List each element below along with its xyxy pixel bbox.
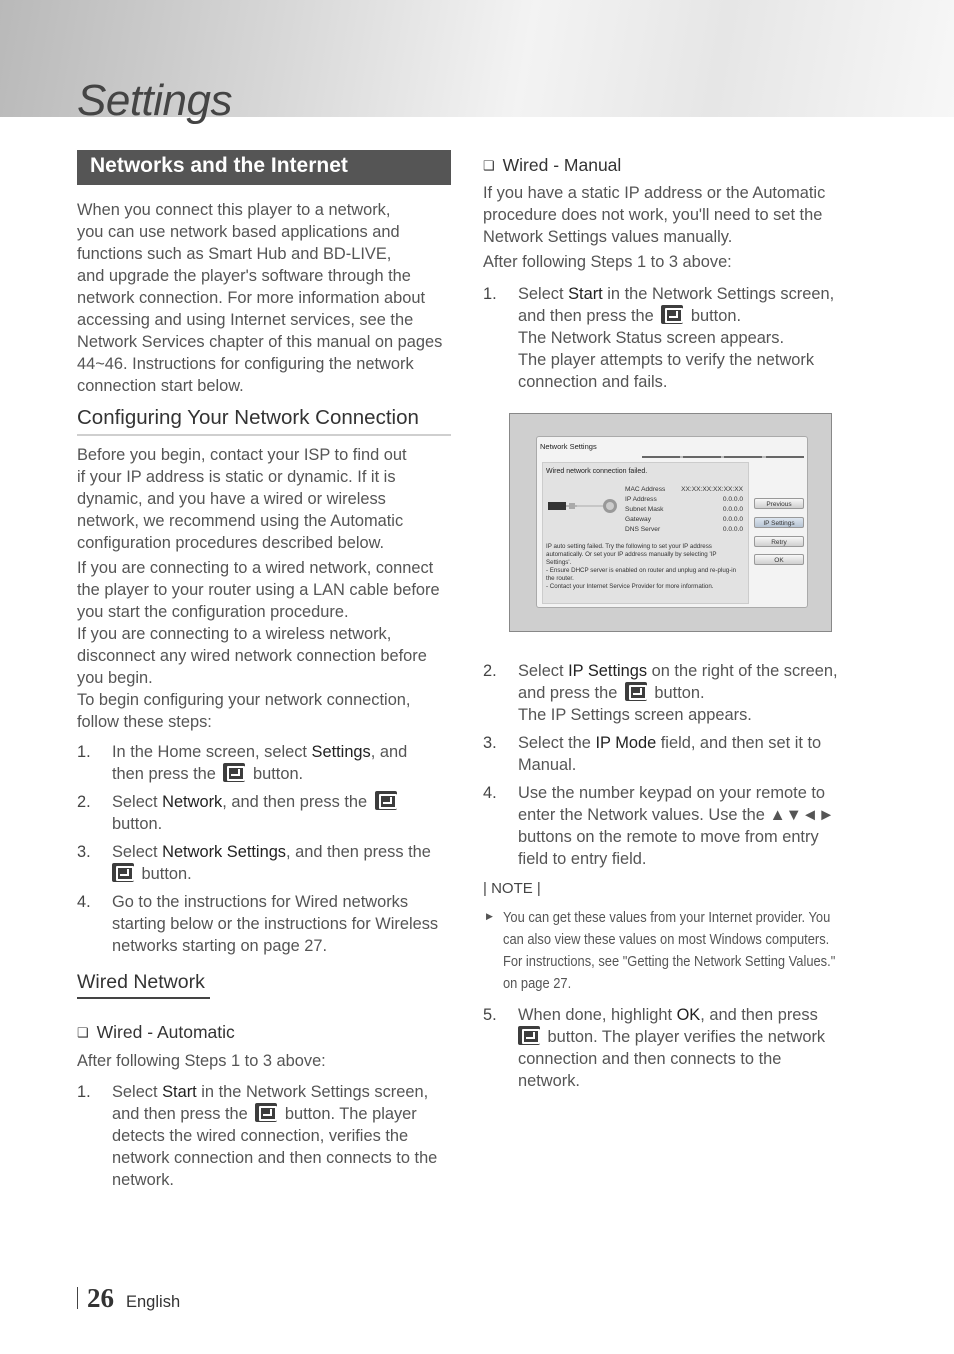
enter-button-icon (255, 1103, 277, 1122)
wired-network-heading: Wired Network (77, 971, 205, 993)
enter-button-icon (518, 1026, 540, 1045)
wired-auto-after: After following Steps 1 to 3 above: (77, 1052, 326, 1070)
manual-paragraph: If you have a static IP address or the Automatic procedure does not work, you'll need to set the Network Settings values manually. (483, 184, 826, 246)
step-number: 3. (77, 843, 91, 861)
note-text: You can get these values from your Internet provider. You can also view these values on most Windows computers. For instructions, see "Getting the Network Setting Values." on page 27. (503, 909, 836, 992)
connection-diagram-icon (547, 497, 619, 515)
config-heading: Configuring Your Network Connection (77, 406, 419, 429)
step-number: 2. (77, 793, 91, 811)
heading-rule (77, 997, 210, 999)
step-number: 5. (483, 1006, 497, 1024)
progress-tabs (642, 456, 804, 458)
manual-step-3: Select the IP Mode field, and then set it to Manual. (518, 734, 822, 774)
info-values: XX:XX:XX:XX:XX:XX 0.0.0.0 0.0.0.0 0.0.0.0 0.0.0.0 (681, 486, 743, 533)
heading-rule (77, 434, 451, 436)
step-number: 3. (483, 734, 497, 752)
step-1: In the Home screen, select Settings, and then press the button. (112, 743, 408, 783)
failure-help-text: IP auto setting failed. Try the following to set your IP address automatically. Or set your IP address manually by selecting 'IP Settings'. - Ensure DHCP server is enabled on router and unplug and re-plug-in the router. - Contact your Internet Service Provider for more information. (546, 543, 737, 590)
network-settings-screenshot (509, 413, 832, 632)
step-number: 4. (77, 893, 91, 911)
manual-step-5: When done, highlight OK, and then press button. The player verifies the network connection and then connects to the network. (518, 1006, 826, 1090)
previous-button[interactable]: Previous (754, 498, 804, 509)
page-number: 26 (87, 1283, 114, 1313)
retry-button[interactable]: Retry (754, 536, 804, 547)
info-labels: MAC Address IP Address Subnet Mask Gateway DNS Server (625, 486, 666, 533)
step-number: 1. (483, 285, 497, 303)
page-title: Settings (77, 76, 232, 125)
config-paragraph-2: If you are connecting to a wired network, connect the player to your router using a LAN cable before you start the configuration procedure. If you are connecting to a wireless network, disconnect any wired network connection before you begin. To begin configuring your network connection, follow these steps: (77, 559, 440, 731)
enter-button-icon (661, 305, 683, 324)
wired-manual-heading: ❑ Wired - Manual (483, 155, 622, 175)
step-number: 4. (483, 784, 497, 802)
step-number: 1. (77, 743, 91, 761)
enter-button-icon (375, 791, 397, 810)
section-title: Networks and the Internet (77, 150, 451, 185)
enter-button-icon (112, 863, 134, 882)
dialog-title: Network Settings (540, 442, 597, 451)
step-number: 2. (483, 662, 497, 680)
config-paragraph-1: Before you begin, contact your ISP to find out if your IP address is static or dynamic. If it is dynamic, and you have a wired or wireless network, we recommend using the Automatic configuration procedures described below. (77, 446, 407, 552)
manual-step-4: Use the number keypad on your remote to enter the Network values. Use the ▲▼◄► buttons on the remote to move from entry field to entry field. (518, 784, 835, 868)
manual-step-1: Select Start in the Network Settings screen, and then press the button. The Network Status screen appears. The player attempts to verify the network connection and fails. (518, 285, 835, 391)
page-language: English (126, 1293, 181, 1311)
enter-button-icon (625, 682, 647, 701)
enter-button-icon (223, 763, 245, 782)
step-2: Select Network, and then press the button. (112, 791, 457, 835)
step-4: Go to the instructions for Wired networks starting below or the instructions for Wireless networks starting on page 27. (112, 893, 439, 955)
manual-step-2: Select IP Settings on the right of the screen, and press the button. The IP Settings screen appears. (518, 662, 838, 724)
note-label: | NOTE | (483, 880, 541, 897)
ok-button[interactable]: OK (754, 554, 804, 565)
bullet-arrow-icon: ▶ (486, 911, 493, 921)
status-panel (542, 462, 749, 604)
failed-message: Wired network connection failed. (546, 468, 648, 475)
manual-after: After following Steps 1 to 3 above: (483, 253, 732, 271)
footer-divider (77, 1287, 78, 1309)
intro-paragraph: When you connect this player to a network, you can use network based applications and functions such as Smart Hub and BD-LIVE, and upgrade the player's software through the network connection. For more information about accessing and using Internet services, see the Network Services chapter of this manual on pages 44~46. Instructions for configuring the network connection start below. (77, 201, 443, 395)
ip-settings-button[interactable]: IP Settings (754, 517, 804, 528)
step-number: 1. (77, 1083, 91, 1101)
step-3: Select Network Settings, and then press the button. (112, 843, 431, 883)
wired-automatic-heading: ❑ Wired - Automatic (77, 1022, 235, 1042)
wired-auto-step-1: Select Start in the Network Settings screen, and then press the button. The player detects the wired connection, verifies the network connection and then connects to the network. (112, 1083, 438, 1189)
